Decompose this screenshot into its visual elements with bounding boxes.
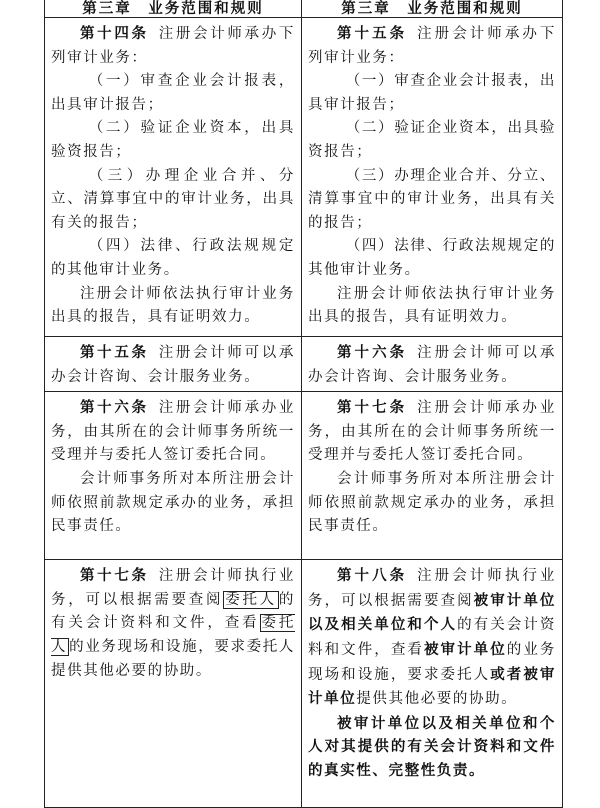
article-text: 注册会计师执行业务，可以根据需要查阅: [51, 568, 295, 608]
article-text: 注册会计师可以承办会计咨询、会计服务业务。: [51, 345, 295, 385]
table-row: [45, 337, 563, 392]
cell-right-row2: [302, 337, 563, 392]
table-row: [45, 18, 563, 337]
article-number: 第十五条: [337, 25, 408, 42]
list-item: （四）法律、行政法规规定的其他审计业务。: [308, 238, 556, 278]
article-text: 的有关会计资料和文件，查看: [308, 617, 556, 658]
article-text: 的有关会计资料和文件，查看: [51, 591, 295, 632]
amended-term: 被审计单位以及相关单位和个人: [308, 591, 557, 634]
article-text: 的业务现场和设施，要求委托人提供其他必要的协助。: [51, 638, 295, 679]
header-left: 第三章 业务范围和规则: [45, 0, 302, 18]
amended-paragraph: 被审计单位以及相关单位和个人对其提供的有关会计资料和文件的真实性、完整性负责。: [308, 714, 556, 779]
list-item: （一）审查企业会计报表，出具审计报告；: [308, 73, 556, 113]
article-text: 提供其他必要的协助。: [356, 691, 518, 708]
list-item: （二）验证企业资本，出具验资报告；: [51, 120, 295, 160]
header-right: 第三章 业务范围和规则: [302, 0, 563, 18]
article-number: 第十五条: [80, 344, 149, 361]
cell-left-row4: [45, 560, 302, 808]
article-text: 注册会计师承办业务，由其所在的会计师事务所统一受理并与委托人签订委托合同。: [51, 400, 295, 464]
article-text: 注册会计师承办业务，由其所在的会计师事务所统一受理并与委托人签订委托合同。: [308, 400, 556, 464]
article-intro: 注册会计师承办下列审计业务：: [308, 26, 556, 66]
cell-right-row3: [302, 392, 563, 560]
amended-term: 被审计单位: [423, 640, 507, 658]
list-item: （三）办理企业合并、分立、清算事宜中的审计业务，出具有关的报告；: [308, 167, 556, 231]
article-number: 第十七条: [337, 399, 408, 417]
list-item: （一）审查企业会计报表，出具审计报告；: [51, 73, 295, 113]
cell-left-row1: [45, 18, 302, 337]
article-text: 注册会计师可以承办会计咨询、会计服务业务。: [308, 345, 556, 385]
cell-right-row4: [302, 560, 563, 808]
article-number: 第十六条: [80, 399, 149, 417]
comparison-page: [44, 0, 562, 797]
article-paragraph: 会计师事务所对本所注册会计师依照前款规定承办的业务，承担民事责任。: [308, 470, 556, 535]
article-intro: 注册会计师承办下列审计业务：: [51, 26, 295, 66]
marked-term: 委托人: [51, 615, 296, 655]
article-number: 第十八条: [337, 567, 408, 585]
table-row: [45, 560, 563, 808]
article-number: 第十四条: [80, 25, 149, 42]
comparison-table: [44, 0, 563, 808]
list-item: （四）法律、行政法规规定的其他审计业务。: [51, 238, 295, 278]
article-text: 注册会计师执行业务，可以根据需要查阅: [308, 568, 556, 609]
article-closing: 注册会计师依法执行审计业务出具的报告，具有证明效力。: [308, 285, 556, 326]
table-header-row: [45, 0, 563, 18]
cell-left-row3: [45, 392, 302, 560]
article-closing: 注册会计师依法执行审计业务出具的报告，具有证明效力。: [51, 285, 295, 326]
article-number: 第十七条: [80, 567, 149, 585]
amended-term: 或者被审计单位: [308, 665, 556, 708]
article-number: 第十六条: [337, 344, 408, 361]
list-item: （三）办理企业合并、分立、清算事宜中的审计业务，出具有关的报告；: [51, 167, 295, 231]
article-paragraph: 会计师事务所对本所注册会计师依照前款规定承办的业务，承担民事责任。: [51, 470, 295, 535]
cell-left-row2: [45, 337, 302, 392]
list-item: （二）验证企业资本，出具验资报告；: [308, 120, 556, 160]
cell-right-row1: [302, 18, 563, 337]
marked-term: 委托人: [225, 591, 277, 608]
table-row: [45, 392, 563, 560]
article-text: 的业务现场和设施，要求委托人: [308, 641, 557, 683]
